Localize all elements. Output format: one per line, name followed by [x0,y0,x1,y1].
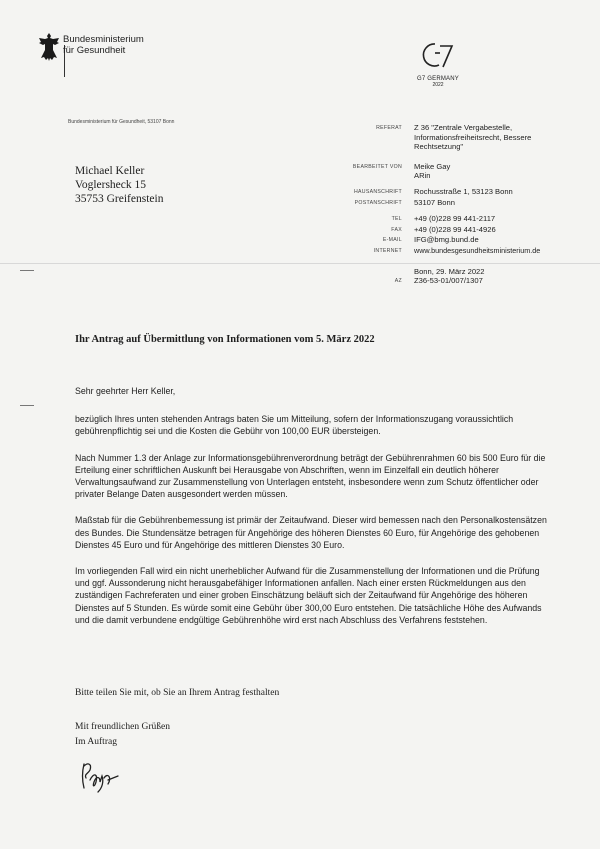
g7-year: 2022 [432,82,444,88]
recipient-address [75,164,163,206]
tel-label: TEL [391,216,402,223]
referat-value: Z 36 "Zentrale Vergabestelle, Informationsfreiheitsrecht, Bessere Rechtsetzung" [414,123,532,152]
paragraph-3: Maßstab für die Gebührenbemessung ist primär der Zeitaufwand. Dieser wird bemessen nach den Personalkostensätzen des Bundes. Die Stundensätze betragen für Angehörige des höheren Dienstes 60 Euro, für Angehörige des gehobenen Dienstes 45 Euro und für Angehörige des mittleren Dienstes 30 Euro. [75,515,547,550]
fold-line [0,263,600,264]
recipient-street: Voglersheck 15 [75,179,147,191]
g7-caption: G7 GERMANY [416,76,459,82]
closing-im-auftrag: Im Auftrag [75,737,117,747]
subject-line: Ihr Antrag auf Übermittlung von Informationen vom 5. März 2022 [75,334,375,345]
az-row [330,276,575,287]
tel-value: +49 (0)228 99 441-2117 [414,214,496,224]
postanschrift-value: 53107 Bonn [414,197,455,207]
bearbeitet-label: BEARBEITET VON [352,163,402,170]
g7-emblem-icon [418,40,458,70]
internet-value: www.bundesgesundheitsministerium.de [414,245,541,255]
fax-label: FAX [391,226,402,233]
ministry-line-2: für Gesundheit [63,45,126,56]
letter-body [75,385,555,640]
sender-line: Bundesministerium für Gesundheit, 53107 Bonn [68,119,175,125]
az-label: AZ [394,278,402,285]
paragraph-5: Bitte teilen Sie mit, ob Sie an Ihrem Antrag festhalten [75,688,280,698]
fax-value: +49 (0)228 99 441-4926 [414,224,496,234]
hausanschrift-row [330,187,575,198]
ministry-line-1: Bundesministerium [63,34,144,45]
internet-row [330,246,575,257]
postanschrift-row [330,198,575,209]
tel-row [330,214,575,225]
email-label: E-MAIL [382,237,402,244]
referat-row [330,123,575,152]
email-row [330,235,575,246]
email-value: IFG@bmg.bund.de [414,235,479,245]
bearbeitet-row [330,162,575,181]
fax-row [330,225,575,236]
bearbeitet-name: Meike Gay [414,161,451,171]
internet-label: INTERNET [373,247,402,254]
fold-mark [20,270,34,271]
postanschrift-label: POSTANSCHRIFT [354,199,402,206]
referat-label: REFERAT [376,125,402,131]
recipient-city: 35753 Greifenstein [75,193,164,205]
bearbeitet-title: ARin [414,171,431,181]
date-row [330,267,575,277]
az-value: Z36-53-01/007/1307 [414,276,483,286]
paragraph-2: Nach Nummer 1.3 der Anlage zur Informationsgebührenverordnung beträgt der Gebührenrahmen 60 bis 500 Euro für die Erteilung einer schriftlichen Auskunft bei Herausgabe von Abschriften, wenn im Einzelfall ein deutlich höherer Verwaltungsaufwand zur Zusammenstellung von Unterlagen entsteht, insbesondere wenn zum Schutz öffentlicher oder privater Belange Daten ausgesondert werden müssen. [75,452,546,500]
paragraph-4: Im vorliegenden Fall wird ein nicht unerheblicher Aufwand für die Zusammenstellung der Informationen und die Prüfung und ggf. Aussonderung nicht herausgabefähiger Informationen anfallen. Nach einer ersten Rückmeldungen aus den zuständigen Fachreferaten und einer groben Einschätzung beläuft sich der Zeitaufwand für Angehörige des höheren Dienstes auf 5 Stunden. Es würde somit eine Gebühr über 300,00 Euro entstehen. Die tatsächliche Höhe des Aufwands und die damit verbundene endgültige Gebührenhöhe wird erst nach Abschluss des Verfahrens feststehen. [75,566,542,625]
closing [75,720,170,750]
closing-greeting: Mit freundlichen Grüßen [75,722,170,732]
greeting: Sehr geehrter Herr Keller, [75,386,176,396]
letter-date: Bonn, 29. März 2022 [414,266,485,276]
hausanschrift-value: Rochusstraße 1, 53123 Bonn [414,186,513,196]
g7-logo [408,40,468,88]
federal-eagle-logo [38,32,60,62]
hausanschrift-label: HAUSANSCHRIFT [354,188,402,195]
punch-mark [20,405,34,406]
ministry-name [63,34,144,56]
paragraph-1: bezüglich Ihres unten stehenden Antrags baten Sie um Mitteilung, sofern der Informationszugang voraussichtlich gebührenpflichtig sei und die Kosten die Gebühr von 100,00 EUR übersteigen. [75,414,514,437]
recipient-name: Michael Keller [75,165,145,177]
handwritten-signature [78,758,128,799]
